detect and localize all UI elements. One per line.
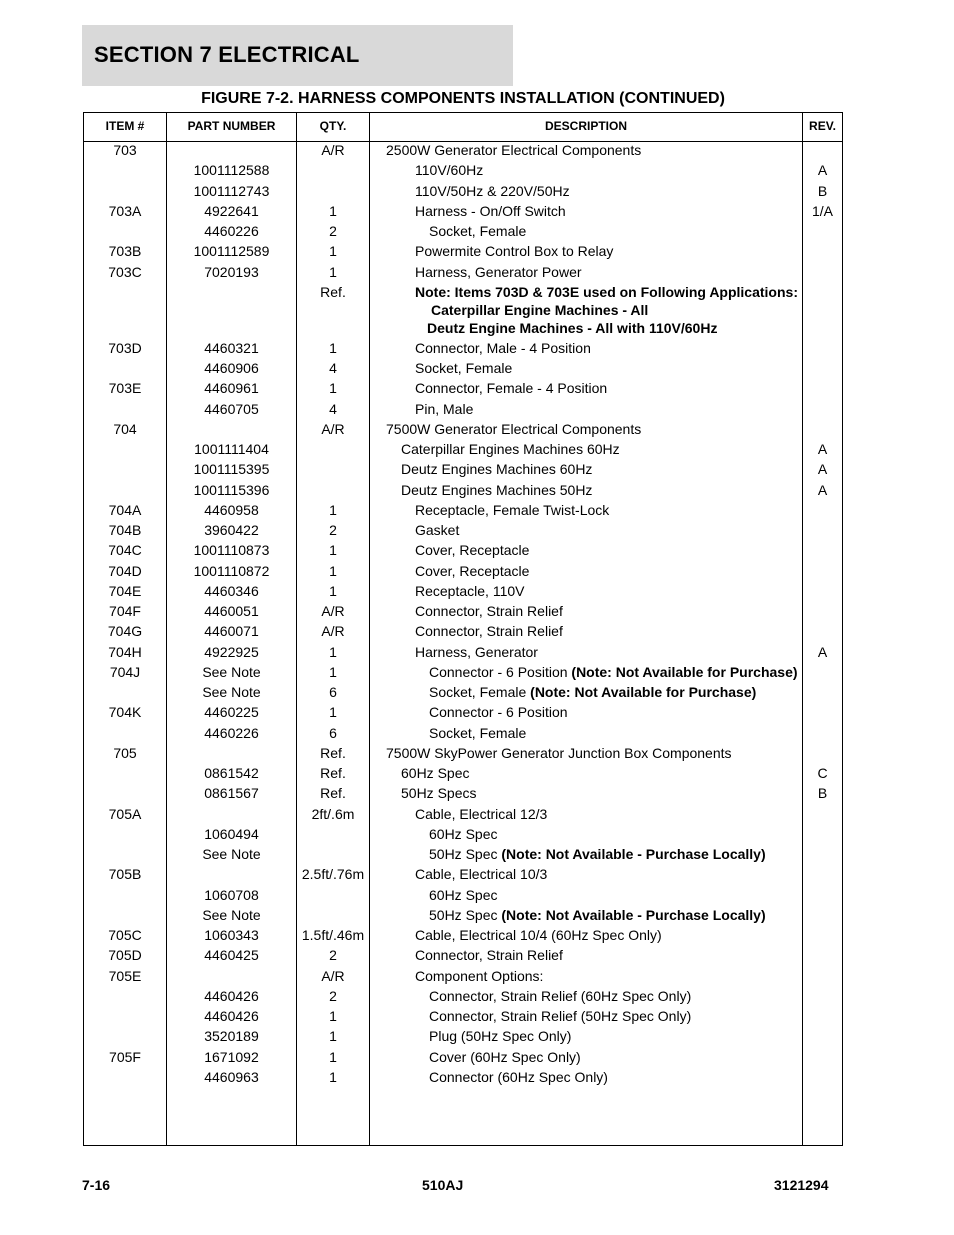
quantity: 1 bbox=[329, 663, 337, 680]
item-number: 703D bbox=[108, 339, 142, 356]
quantity: 1 bbox=[329, 202, 337, 219]
quantity: 2 bbox=[329, 522, 337, 538]
quantity: 6 bbox=[329, 684, 337, 700]
part-number: 4460321 bbox=[204, 339, 259, 356]
description bbox=[415, 183, 570, 199]
part-number: 4460705 bbox=[204, 400, 259, 417]
part-number: 1001112589 bbox=[193, 243, 270, 260]
item-number: 703A bbox=[108, 202, 142, 219]
description bbox=[427, 320, 717, 336]
item-number: 703B bbox=[108, 243, 142, 260]
quantity: A/R bbox=[321, 603, 345, 619]
purchase-note: (Note: Not Available - Purchase Locally) bbox=[501, 906, 766, 923]
description bbox=[401, 765, 469, 781]
description bbox=[429, 684, 756, 700]
part-number: 4922925 bbox=[204, 643, 259, 660]
description-text: Cover, Receptacle bbox=[415, 542, 530, 559]
description-text: Gasket bbox=[415, 522, 460, 538]
part-number: 4460963 bbox=[204, 1068, 259, 1085]
part-number: 4460226 bbox=[204, 724, 259, 741]
part-number: 1001110873 bbox=[193, 542, 270, 559]
description bbox=[415, 947, 563, 963]
quantity: 2 bbox=[329, 223, 337, 239]
description-text: Deutz Engines Machines 60Hz bbox=[401, 461, 593, 478]
description-text: Connector (60Hz Spec Only) bbox=[429, 1068, 608, 1085]
description bbox=[429, 1028, 571, 1044]
quantity: Ref. bbox=[320, 283, 346, 300]
description-text: Cable, Electrical 12/3 bbox=[415, 805, 548, 822]
part-number: See Note bbox=[202, 684, 261, 700]
description bbox=[415, 203, 566, 219]
item-number: 705B bbox=[108, 866, 142, 883]
description-text: Caterpillar Engines Machines 60Hz bbox=[401, 441, 620, 457]
parts-table bbox=[83, 112, 843, 1146]
quantity: 2ft/.6m bbox=[311, 805, 355, 822]
header-description: DESCRIPTION bbox=[544, 119, 627, 133]
model-number: 510AJ bbox=[422, 1177, 464, 1193]
part-number: 4460425 bbox=[204, 947, 259, 964]
part-number: 1001115395 bbox=[193, 461, 270, 478]
purchase-note: (Note: Not Available for Purchase) bbox=[571, 663, 798, 680]
purchase-note: (Note: Not Available for Purchase) bbox=[530, 684, 757, 700]
description-text: Connector - 6 Position bbox=[429, 704, 568, 721]
quantity: 1 bbox=[329, 542, 337, 559]
section-title: SECTION 7 ELECTRICAL bbox=[94, 42, 360, 67]
description-text: 50Hz Spec bbox=[429, 906, 502, 923]
header-qty: QTY. bbox=[319, 119, 347, 133]
section-header bbox=[82, 25, 513, 86]
description bbox=[415, 563, 529, 579]
description-text: Cable, Electrical 10/3 bbox=[415, 866, 548, 883]
description bbox=[429, 223, 526, 239]
description bbox=[415, 806, 547, 822]
quantity: 1 bbox=[329, 643, 337, 660]
description bbox=[415, 401, 473, 417]
revision: A bbox=[817, 461, 828, 478]
part-number: 4460426 bbox=[204, 987, 259, 1004]
description-text: Socket, Female bbox=[429, 223, 527, 239]
quantity: 1 bbox=[329, 501, 337, 518]
figure-title: FIGURE 7-2. HARNESS COMPONENTS INSTALLATION (CONTINUED) bbox=[201, 90, 725, 107]
part-number: 1671092 bbox=[204, 1048, 259, 1065]
part-number: See Note bbox=[202, 663, 261, 680]
description-text: Connector, Male - 4 Position bbox=[415, 339, 591, 356]
item-number: 704B bbox=[108, 522, 142, 538]
quantity: A/R bbox=[321, 967, 345, 984]
description-text: Connector, Strain Relief bbox=[415, 623, 563, 640]
description bbox=[415, 927, 662, 943]
quantity: 1 bbox=[329, 243, 337, 260]
revision: 1/A bbox=[811, 202, 833, 219]
description-text: Pin, Male bbox=[415, 400, 474, 417]
description bbox=[415, 623, 563, 639]
part-number: 0861567 bbox=[204, 785, 259, 802]
quantity: 1 bbox=[329, 1008, 337, 1024]
description bbox=[386, 142, 641, 158]
description bbox=[401, 461, 592, 477]
column-divider bbox=[802, 113, 803, 1145]
item-number: 704D bbox=[108, 562, 142, 579]
description bbox=[429, 1008, 691, 1024]
quantity: 2.5ft/.76m bbox=[301, 866, 365, 883]
description-text: Caterpillar Engine Machines - All bbox=[431, 301, 649, 318]
description bbox=[429, 887, 497, 903]
item-number: 705 bbox=[113, 744, 137, 761]
description-text: Cable, Electrical 10/4 (60Hz Spec Only) bbox=[415, 927, 662, 943]
description bbox=[429, 725, 526, 741]
quantity: 6 bbox=[329, 724, 337, 741]
description-text: Receptacle, 110V bbox=[415, 582, 525, 599]
description-text: 110V/60Hz bbox=[415, 162, 484, 179]
description-text: 60Hz Spec bbox=[429, 825, 498, 842]
description bbox=[429, 846, 766, 862]
description-text: Connector, Strain Relief (50Hz Spec Only) bbox=[429, 1008, 692, 1024]
description bbox=[401, 785, 476, 801]
description bbox=[415, 502, 609, 518]
header-part-number: PART NUMBER bbox=[187, 119, 276, 133]
description-text: 2500W Generator Electrical Components bbox=[386, 142, 642, 158]
description bbox=[415, 583, 524, 599]
part-number: 4460426 bbox=[204, 1008, 259, 1024]
description bbox=[429, 1069, 608, 1085]
item-number: 704G bbox=[107, 623, 143, 640]
description-text: Socket, Female bbox=[429, 684, 531, 700]
part-number: 4460226 bbox=[204, 223, 259, 239]
revision: A bbox=[817, 162, 828, 179]
quantity: 1 bbox=[329, 1048, 337, 1065]
revision: B bbox=[817, 182, 828, 199]
description-text: Connector, Strain Relief (60Hz Spec Only) bbox=[429, 987, 692, 1004]
quantity: 1.5ft/.46m bbox=[301, 927, 365, 943]
part-number: 4460346 bbox=[204, 582, 259, 599]
description bbox=[415, 603, 563, 619]
part-number: 1060708 bbox=[204, 886, 259, 903]
description bbox=[429, 907, 766, 923]
description-text: 50Hz Spec bbox=[429, 846, 502, 862]
description bbox=[415, 360, 512, 376]
description bbox=[415, 284, 798, 300]
part-number: 4460961 bbox=[204, 380, 259, 397]
item-number: 703 bbox=[113, 142, 137, 158]
quantity: A/R bbox=[321, 623, 345, 640]
part-number: 1060494 bbox=[204, 825, 259, 842]
description-text: 7500W SkyPower Generator Junction Box Components bbox=[386, 744, 732, 761]
quantity: 1 bbox=[329, 1028, 337, 1045]
item-number: 704H bbox=[108, 643, 142, 660]
part-number: 1001110872 bbox=[193, 562, 270, 579]
description-text: 60Hz Spec bbox=[401, 765, 470, 781]
item-number: 704K bbox=[108, 704, 142, 721]
item-number: 705D bbox=[108, 947, 142, 964]
item-number: 704J bbox=[109, 663, 141, 680]
quantity: A/R bbox=[321, 142, 345, 158]
page-number: 7-16 bbox=[82, 1177, 111, 1193]
quantity: 2 bbox=[329, 987, 337, 1004]
description-text: Harness - On/Off Switch bbox=[415, 202, 566, 219]
description bbox=[401, 482, 592, 498]
item-number: 705A bbox=[108, 805, 142, 822]
item-number: 703E bbox=[108, 380, 142, 397]
part-number: 3960422 bbox=[204, 522, 259, 538]
description bbox=[415, 380, 607, 396]
description-text: Component Options: bbox=[415, 967, 544, 984]
description-text: Deutz Engine Machines - All with 110V/60Hz bbox=[427, 319, 718, 336]
description bbox=[386, 421, 641, 437]
part-number: 3520189 bbox=[204, 1028, 259, 1045]
part-number: 1001115396 bbox=[193, 481, 270, 498]
description bbox=[401, 441, 620, 457]
description-text: Connector, Strain Relief bbox=[415, 603, 563, 619]
item-number: 704C bbox=[108, 542, 142, 559]
description-text: 50Hz Specs bbox=[401, 785, 477, 802]
column-divider bbox=[369, 113, 370, 1145]
description-text: 7500W Generator Electrical Components bbox=[386, 420, 642, 437]
description bbox=[429, 704, 568, 720]
revision: C bbox=[817, 765, 828, 781]
quantity: 1 bbox=[329, 380, 337, 397]
description-text: Harness, Generator bbox=[415, 643, 538, 660]
revision: A bbox=[817, 441, 828, 457]
description-text: Connector, Strain Relief bbox=[415, 947, 563, 964]
description-text: Socket, Female bbox=[415, 360, 513, 376]
document-number: 3121294 bbox=[774, 1177, 829, 1193]
description bbox=[429, 664, 798, 680]
quantity: 1 bbox=[329, 704, 337, 721]
item-number: 705C bbox=[108, 927, 142, 943]
description-text: Cover (60Hz Spec Only) bbox=[429, 1048, 581, 1065]
quantity: Ref. bbox=[320, 765, 346, 781]
revision: A bbox=[817, 481, 828, 498]
part-number: 0861542 bbox=[204, 765, 259, 781]
item-number: 704E bbox=[108, 582, 142, 599]
part-number: 1060343 bbox=[204, 927, 259, 943]
part-number: 4460225 bbox=[204, 704, 259, 721]
quantity: 1 bbox=[329, 1068, 337, 1085]
header-item: ITEM # bbox=[105, 119, 145, 133]
item-number: 703C bbox=[108, 263, 142, 280]
description-text: Connector - 6 Position bbox=[429, 663, 572, 680]
description bbox=[415, 264, 582, 280]
part-number: 1001112743 bbox=[193, 182, 270, 199]
description bbox=[415, 644, 538, 660]
description-text: Deutz Engines Machines 50Hz bbox=[401, 481, 593, 498]
quantity: 4 bbox=[329, 400, 337, 417]
description-text: Harness, Generator Power bbox=[415, 263, 582, 280]
description bbox=[415, 340, 591, 356]
description-text: Note: Items 703D & 703E used on Following Applications: bbox=[415, 283, 798, 300]
quantity: Ref. bbox=[320, 744, 346, 761]
description bbox=[415, 243, 613, 259]
item-number: 705E bbox=[108, 967, 142, 984]
description-text: Connector, Female - 4 Position bbox=[415, 380, 608, 397]
quantity: Ref. bbox=[320, 785, 346, 802]
description bbox=[429, 826, 497, 842]
description bbox=[415, 542, 529, 558]
description-text: 110V/50Hz & 220V/50Hz bbox=[415, 182, 570, 199]
description bbox=[386, 745, 732, 761]
item-number: 705F bbox=[109, 1048, 141, 1065]
description-text: 60Hz Spec bbox=[429, 886, 498, 903]
description-text: Receptacle, Female Twist-Lock bbox=[415, 501, 610, 518]
part-number: 4922641 bbox=[204, 202, 259, 219]
description-text: Socket, Female bbox=[429, 724, 527, 741]
item-number: 704F bbox=[109, 603, 141, 619]
description bbox=[415, 162, 483, 178]
part-number: 4460906 bbox=[204, 360, 259, 376]
description bbox=[415, 866, 547, 882]
description-text: Cover, Receptacle bbox=[415, 562, 530, 579]
item-number: 704A bbox=[108, 501, 142, 518]
part-number: See Note bbox=[202, 906, 261, 923]
revision: A bbox=[817, 643, 828, 660]
part-number: See Note bbox=[202, 846, 261, 862]
description bbox=[431, 302, 648, 318]
description bbox=[415, 522, 459, 538]
item-number: 704 bbox=[113, 420, 137, 437]
quantity: A/R bbox=[321, 420, 345, 437]
quantity: 1 bbox=[329, 562, 337, 579]
quantity: 1 bbox=[329, 263, 337, 280]
description bbox=[429, 988, 691, 1004]
part-number: 4460958 bbox=[204, 501, 259, 518]
quantity: 1 bbox=[329, 339, 337, 356]
purchase-note: (Note: Not Available - Purchase Locally) bbox=[501, 846, 766, 862]
part-number: 1001112588 bbox=[193, 162, 270, 179]
part-number: 4460071 bbox=[204, 623, 259, 640]
description bbox=[415, 968, 543, 984]
description-text: Plug (50Hz Spec Only) bbox=[429, 1028, 572, 1045]
part-number: 4460051 bbox=[204, 603, 259, 619]
header-rev: REV. bbox=[809, 119, 836, 133]
quantity: 4 bbox=[329, 360, 337, 376]
quantity: 1 bbox=[329, 582, 337, 599]
description bbox=[429, 1049, 581, 1065]
part-number: 7020193 bbox=[204, 263, 259, 280]
revision: B bbox=[817, 785, 828, 802]
description-text: Powermite Control Box to Relay bbox=[415, 243, 614, 260]
part-number: 1001111404 bbox=[194, 441, 269, 457]
quantity: 2 bbox=[329, 947, 337, 964]
